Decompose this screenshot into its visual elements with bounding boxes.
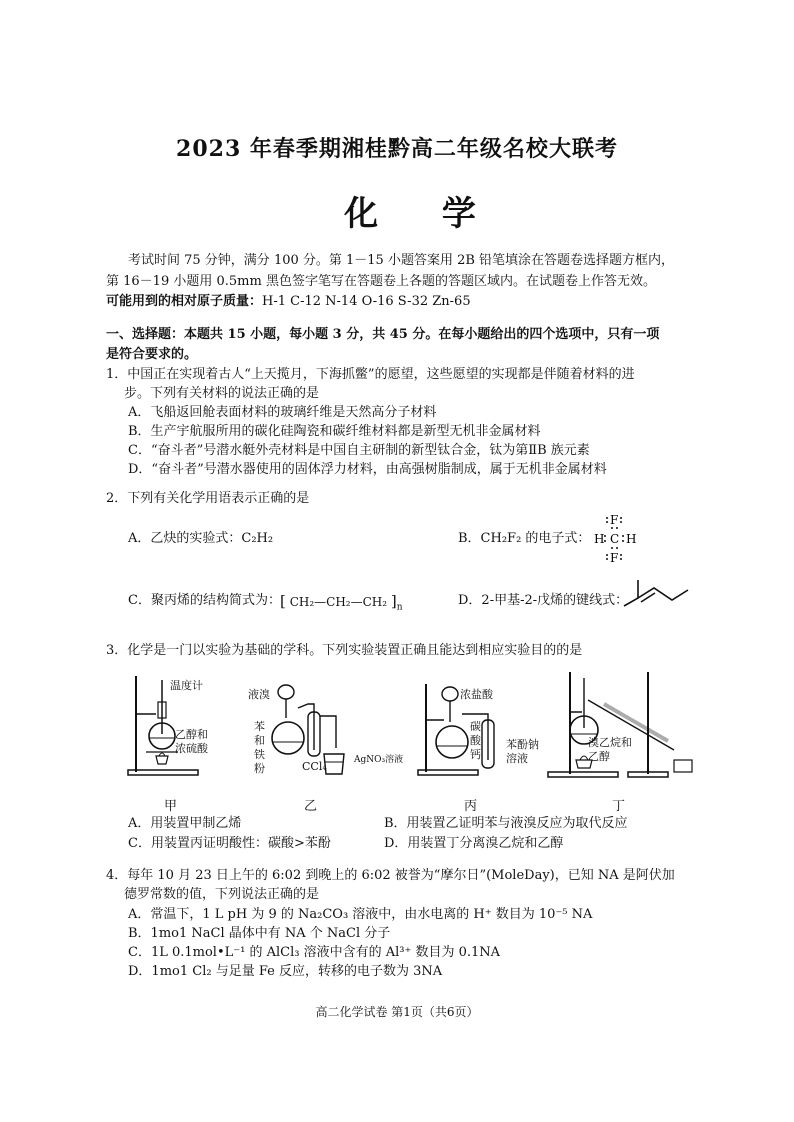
bing-label-tan: 碳 xyxy=(470,720,481,733)
q1-option-b: B．生产宇航服所用的碳化硅陶瓷和碳纤维材料都是新型无机非金属材料 xyxy=(128,424,541,439)
instructions-line-2: 第 16－19 小题用 0.5mm 黑色签字笔写在答题卷上各题的答题区域内。在试题卷上作答无效。 xyxy=(106,274,656,289)
apparatus-ding-figure xyxy=(544,668,694,780)
bing-label-suan: 酸 xyxy=(470,734,481,747)
fig-name-ding: 丁 xyxy=(612,799,626,814)
fig-name-yi: 乙 xyxy=(304,799,318,814)
e-formula-c-center: C xyxy=(610,532,620,546)
atomic-mass-row xyxy=(106,293,471,311)
bing-label-solution: 溶液 xyxy=(506,752,528,765)
polypropylene-chain: CH₂—CH₂—CH₂ xyxy=(289,595,388,609)
ding-label-ethanol: 乙醇 xyxy=(588,750,610,763)
q2-option-b: B．CH₂F₂ 的电子式： xyxy=(458,531,591,546)
subject-title: 化 学 xyxy=(344,194,502,234)
bing-label-hcl: 浓盐酸 xyxy=(460,688,493,701)
q4-option-b: B．1mo1 NaCl 晶体中有 NA 个 NaCl 分子 xyxy=(128,926,391,941)
ch2f2-electron-formula xyxy=(588,512,640,568)
q3-option-d: D．用装置丁分离溴乙烷和乙醇 xyxy=(384,836,564,851)
instructions-line-1: 考试时间 75 分钟，满分 100 分。第 1－15 小题答案用 2B 铅笔填涂在答题卷选择题方框内， xyxy=(128,253,675,268)
q3-stem: 3．化学是一门以实验为基础的学科。下列实验装置正确且能达到相应实验目的的是 xyxy=(106,643,583,658)
yi-label-ccl4: CCl₄ xyxy=(302,760,327,773)
e-formula-h-right: H xyxy=(626,532,637,546)
fig-name-bing: 丙 xyxy=(464,799,478,814)
yi-label-bromine: 液溴 xyxy=(248,688,270,701)
q4-option-c: C．1L 0.1mol•L⁻¹ 的 AlCl₃ 溶液中含有的 Al³⁺ 数目为 0.1NA xyxy=(128,945,501,960)
q2-stem: 2．下列有关化学用语表示正确的是 xyxy=(106,491,310,506)
q4-stem-line-1: 4．每年 10 月 23 日上午的 6:02 到晚上的 6:02 被誉为“摩尔日”(MoleDay)，已知 NA 是阿伏加 xyxy=(106,868,675,883)
fig-name-jia: 甲 xyxy=(164,799,178,814)
q3-option-c: C．用装置丙证明酸性：碳酸>苯酚 xyxy=(128,836,331,851)
q3-option-a: A．用装置甲制乙烯 xyxy=(128,816,242,831)
q4-option-a: A．常温下，1 L pH 为 9 的 Na₂CO₃ 溶液中，由水电离的 H⁺ 数目为 10⁻⁵ NA xyxy=(128,907,593,922)
page-footer: 高二化学试卷 第1页（共6页） xyxy=(315,1005,479,1019)
skeletal-formula-icon xyxy=(620,576,696,616)
ding-label-bromoethane: 溴乙烷和 xyxy=(588,736,632,749)
q1-option-a: A．飞船返回舱表面材料的玻璃纤维是天然高分子材料 xyxy=(128,405,437,420)
q2-option-a: A．乙炔的实验式：C₂H₂ xyxy=(128,531,274,546)
bracket-right-icon: ] xyxy=(390,592,397,610)
yi-label-benzene: 苯 xyxy=(254,720,265,733)
q4-option-d: D．1mo1 Cl₂ 与足量 Fe 反应，转移的电子数为 3NA xyxy=(128,964,443,979)
yi-label-powder: 粉 xyxy=(254,762,265,775)
section-heading-line-1: 一、选择题：本题共 15 小题，每小题 3 分，共 45 分。在每小题给出的四个选项中，只有一项 xyxy=(106,327,660,342)
jia-label-acid: 浓硫酸 xyxy=(175,742,208,755)
jia-label-thermometer: 温度计 xyxy=(170,679,203,692)
q2-option-c: C．聚丙烯的结构简式为： xyxy=(128,593,281,608)
q3-option-b: B．用装置乙证明苯与液溴反应为取代反应 xyxy=(384,816,628,831)
q1-option-c: C．“奋斗者”号潜水艇外壳材料是中国自主研制的新型钛合金，钛为第ⅡB 族元素 xyxy=(128,443,590,458)
atomic-mass-values: H-1 C-12 N-14 O-16 S-32 Zn-65 xyxy=(262,294,471,309)
e-formula-f-top: F xyxy=(610,513,619,527)
bing-label-gai: 钙 xyxy=(470,748,481,761)
yi-label-agno3: AgNO₃溶液 xyxy=(354,755,404,765)
q1-option-d: D．“奋斗者”号潜水器使用的固体浮力材料，由高强树脂制成，属于无机非金属材料 xyxy=(128,462,607,477)
section-heading-line-2: 是符合要求的。 xyxy=(106,347,198,362)
q1-stem-line-2: 步。下列有关材料的说法正确的是 xyxy=(124,386,320,401)
jia-label-ethanol: 乙醇和 xyxy=(175,728,208,741)
polypropylene-formula xyxy=(280,592,403,616)
yi-label-iron: 铁 xyxy=(254,748,265,761)
bing-label-phenoxide: 苯酚钠 xyxy=(506,738,539,751)
exam-title: 2023 年春季期湘桂黔高二年级名校大联考 xyxy=(176,136,618,162)
atomic-mass-label: 可能用到的相对原子质量： xyxy=(106,294,263,309)
e-formula-f-bottom: F xyxy=(610,551,619,565)
e-formula-h-left: H xyxy=(594,532,605,546)
bracket-left-icon: [ xyxy=(280,592,286,610)
q1-stem-line-1: 1．中国正在实现着古人“上天揽月，下海抓鳖”的愿望，这些愿望的实现都是伴随着材料的进 xyxy=(106,367,635,382)
q4-stem-line-2: 德罗常数的值，下列说法正确的是 xyxy=(124,887,320,902)
polymer-n: n xyxy=(396,602,403,613)
q2-option-d: D．2-甲基-2-戊烯的键线式： xyxy=(458,593,629,608)
yi-label-and: 和 xyxy=(254,734,265,747)
